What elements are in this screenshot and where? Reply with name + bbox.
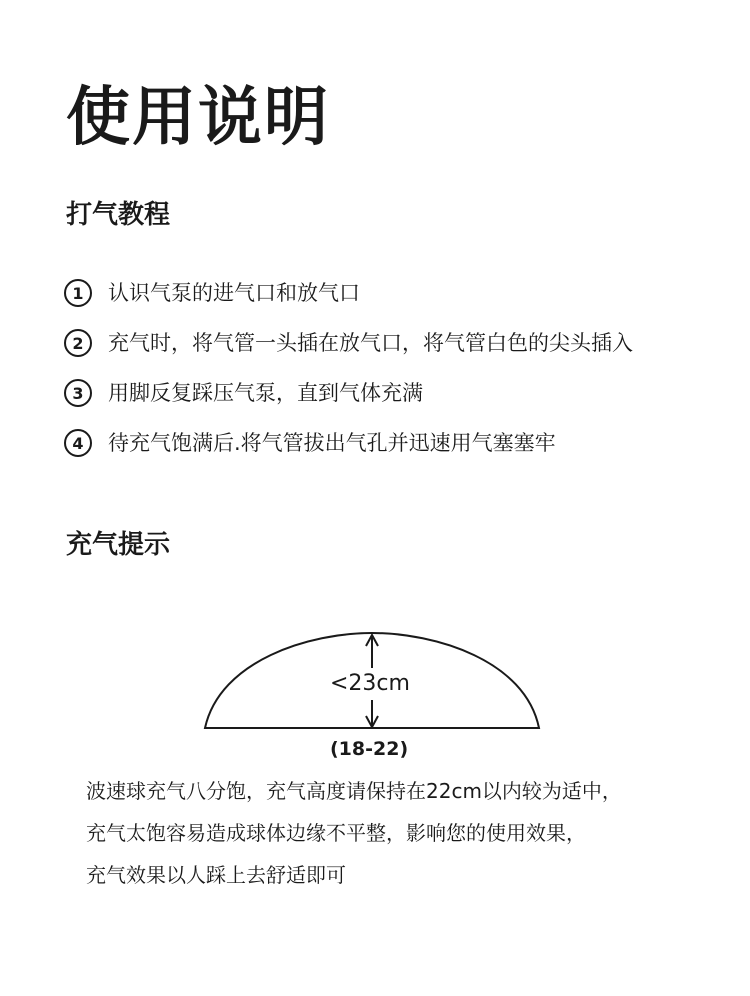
step-number-badge: 2 bbox=[64, 329, 92, 357]
step-item bbox=[64, 418, 724, 468]
height-label: <23cm bbox=[330, 671, 410, 696]
step-list bbox=[64, 268, 724, 468]
step-text: 充气时，将气管一头插在放气口，将气管白色的尖头插入 bbox=[108, 331, 633, 355]
tip-line: 波速球充气八分饱，充气高度请保持在22cm以内较为适中， bbox=[86, 779, 622, 803]
step-item bbox=[64, 318, 724, 368]
page-title: 使用说明 bbox=[66, 81, 330, 155]
step-text: 待充气饱满后.将气管拔出气孔并迅速用气塞塞牢 bbox=[108, 431, 556, 455]
step-text: 认识气泵的进气口和放气口 bbox=[108, 281, 360, 305]
tips-text bbox=[86, 770, 726, 896]
step-number-badge: 1 bbox=[64, 279, 92, 307]
section-heading-inflation-tips: 充气提示 bbox=[66, 530, 171, 560]
step-text: 用脚反复踩压气泵，直到气体充满 bbox=[108, 381, 423, 405]
dome-height-diagram bbox=[200, 630, 545, 765]
width-label: (18-22) bbox=[330, 738, 409, 760]
step-number-badge: 4 bbox=[64, 429, 92, 457]
step-number-badge: 3 bbox=[64, 379, 92, 407]
section-heading-inflation-tutorial: 打气教程 bbox=[66, 200, 171, 230]
tip-line: 充气太饱容易造成球体边缘不平整，影响您的使用效果， bbox=[86, 821, 586, 845]
step-item bbox=[64, 268, 724, 318]
step-item bbox=[64, 368, 724, 418]
tip-line: 充气效果以人踩上去舒适即可 bbox=[86, 863, 346, 887]
